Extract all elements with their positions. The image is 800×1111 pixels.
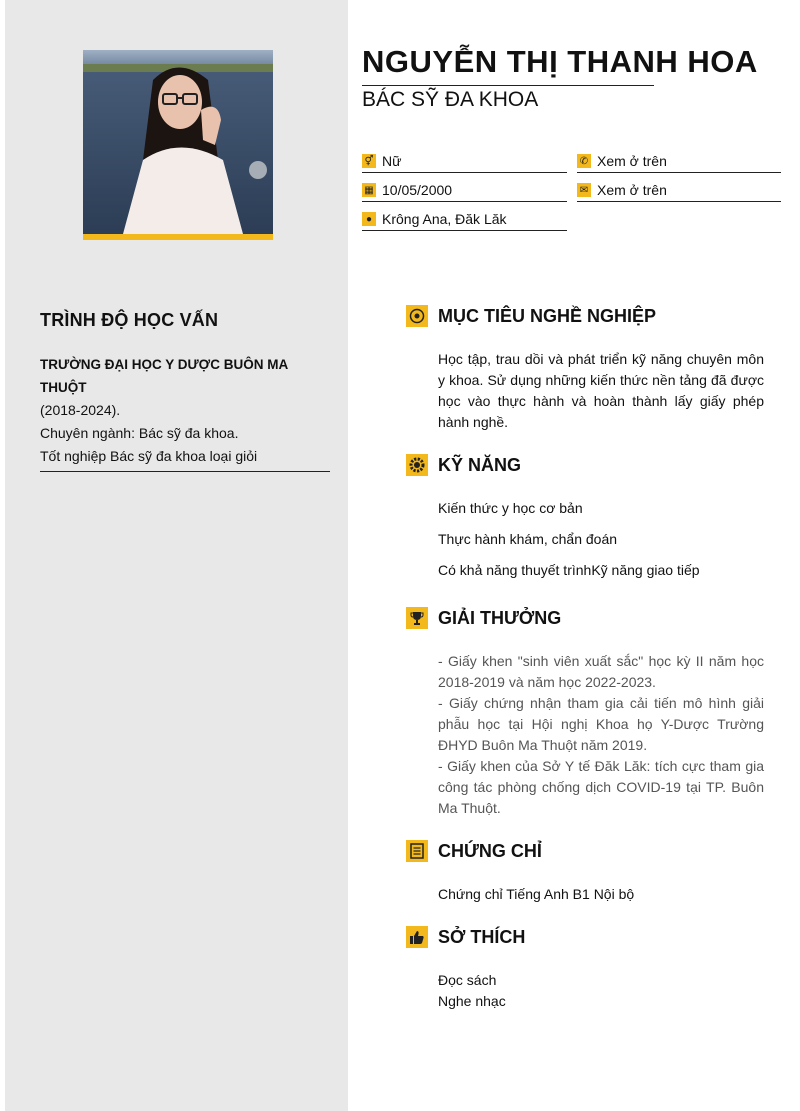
email-info [577, 179, 781, 202]
thumbs-up-icon [406, 926, 428, 948]
candidate-name: NGUYỄN THỊ THANH HOA [362, 44, 758, 79]
gender-value: Nữ [382, 153, 402, 169]
calendar-icon: ▦ [362, 183, 376, 197]
gear-icon [406, 454, 428, 476]
job-title: BÁC SỸ ĐA KHOA [362, 88, 539, 111]
phone-info [577, 150, 781, 173]
objective-heading: MỤC TIÊU NGHỀ NGHIỆP [438, 306, 657, 326]
school-name: TRƯỜNG ĐẠI HỌC Y DƯỢC BUÔN MA THUỘT [40, 357, 288, 395]
name-divider [362, 85, 654, 86]
award-item: - Giấy chứng nhận tham gia cải tiến mô hình giải phẫu học tại Hội nghị Khoa họ Y-Dược Trường ĐHYD Buôn Ma Thuột năm 2019. [438, 695, 764, 753]
education-section [40, 353, 335, 468]
objective-text: Học tập, trau dồi và phát triển kỹ năng chuyên môn y khoa. Sử dụng những kiến thức nền tảng đã được học vào thực hành và hoàn thành lấy giấy phép hành nghề. [438, 351, 764, 430]
certificates-heading: CHỨNG CHỈ [438, 841, 542, 861]
trophy-icon [406, 607, 428, 629]
education-heading: TRÌNH ĐỘ HỌC VẤN [40, 310, 219, 330]
gender-info [362, 150, 567, 173]
target-icon [406, 305, 428, 327]
location-pin-icon: ● [362, 212, 376, 226]
skill-item: Kiến thức y học cơ bản [438, 500, 583, 516]
hobby-item: Nghe nhạc [438, 993, 506, 1009]
award-item: - Giấy khen "sinh viên xuất sắc" học kỳ II năm học 2018-2019 và năm học 2022-2023. [438, 653, 764, 690]
phone-value: Xem ở trên [597, 153, 667, 169]
profile-photo [83, 50, 273, 240]
address-value: Krông Ana, Đăk Lăk [382, 211, 507, 227]
education-years: (2018-2024). [40, 402, 121, 418]
certificate-icon [406, 840, 428, 862]
award-item: - Giấy khen của Sở Y tế Đăk Lăk: tích cực tham gia công tác phòng chống dịch COVID-19 tại TP. Buôn Ma Thuột. [438, 758, 764, 816]
birthdate-info [362, 179, 567, 202]
skill-item: Thực hành khám, chẩn đoán [438, 531, 618, 547]
education-major: Chuyên ngành: Bác sỹ đa khoa. [40, 425, 239, 441]
skills-heading: KỸ NĂNG [438, 455, 522, 475]
birthdate-value: 10/05/2000 [382, 182, 453, 198]
envelope-icon: ✉ [577, 183, 591, 197]
hobbies-heading: SỞ THÍCH [438, 927, 526, 947]
address-info [362, 208, 567, 231]
education-graduation: Tốt nghiệp Bác sỹ đa khoa loại giỏi [40, 448, 258, 464]
awards-heading: GIẢI THƯỞNG [438, 608, 562, 628]
portrait-photo-icon [83, 50, 273, 234]
email-value: Xem ở trên [597, 182, 667, 198]
certificate-item: Chứng chỉ Tiếng Anh B1 Nội bộ [438, 886, 635, 902]
skill-item: Có khả năng thuyết trìnhKỹ năng giao tiếp [438, 562, 700, 578]
education-divider [40, 471, 330, 472]
gender-icon: ⚥ [362, 154, 376, 168]
hobby-item: Đọc sách [438, 972, 497, 988]
phone-icon: ✆ [577, 154, 591, 168]
